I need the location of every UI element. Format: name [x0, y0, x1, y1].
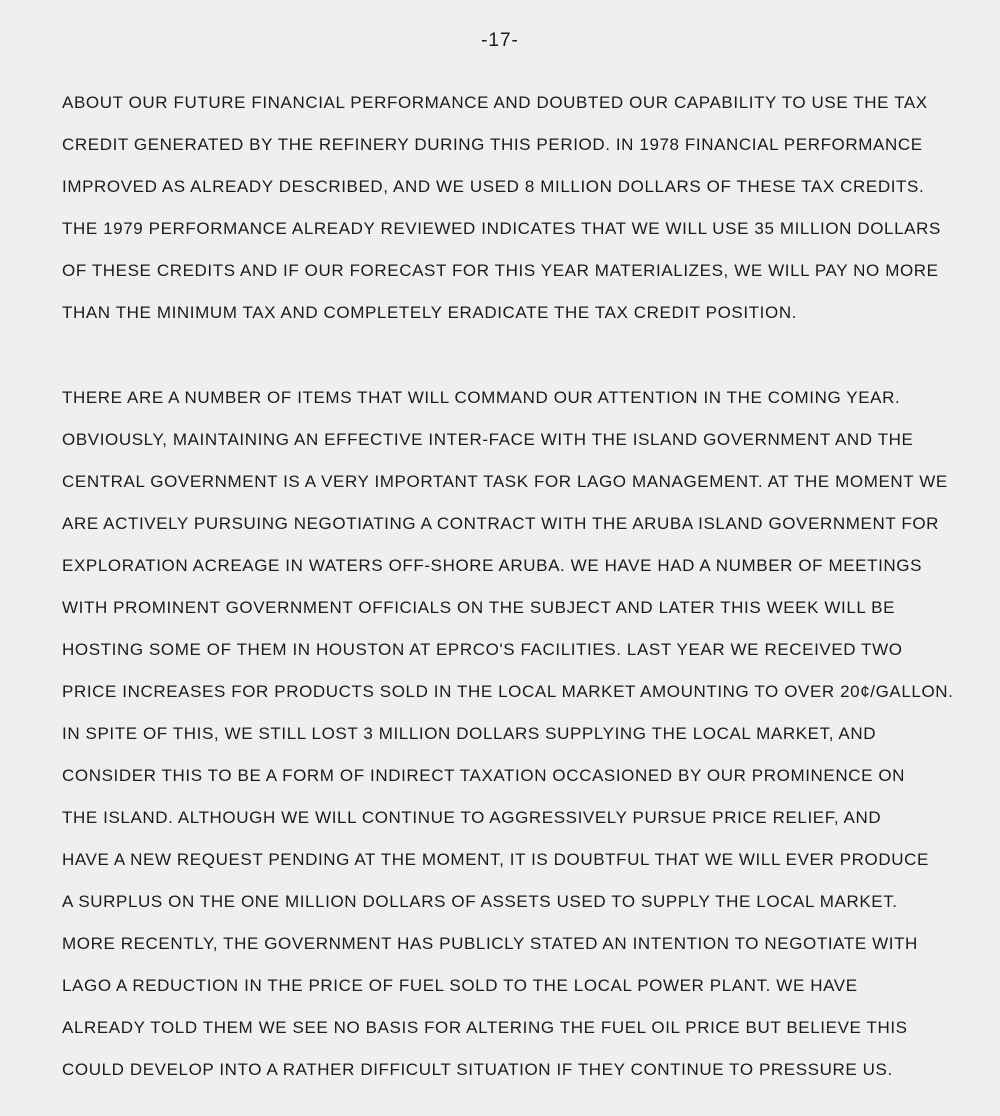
text-line: IMPROVED AS ALREADY DESCRIBED, AND WE USED 8 MILLION DOLLARS OF THESE TAX CREDITS.: [62, 177, 925, 196]
page-number: -17-: [481, 30, 519, 51]
text-line: THERE ARE A NUMBER OF ITEMS THAT WILL COMMAND OUR ATTENTION IN THE COMING YEAR.: [62, 388, 901, 407]
text-line: LAGO A REDUCTION IN THE PRICE OF FUEL SOLD TO THE LOCAL POWER PLANT. WE HAVE: [62, 976, 858, 995]
text-line: A SURPLUS ON THE ONE MILLION DOLLARS OF ASSETS USED TO SUPPLY THE LOCAL MARKET.: [62, 892, 898, 911]
text-line: ABOUT OUR FUTURE FINANCIAL PERFORMANCE AND DOUBTED OUR CAPABILITY TO USE THE TAX: [62, 93, 928, 112]
text-line: MORE RECENTLY, THE GOVERNMENT HAS PUBLICLY STATED AN INTENTION TO NEGOTIATE WITH: [62, 934, 918, 953]
text-line: THE ISLAND. ALTHOUGH WE WILL CONTINUE TO AGGRESSIVELY PURSUE PRICE RELIEF, AND: [62, 808, 882, 827]
text-line: OF THESE CREDITS AND IF OUR FORECAST FOR THIS YEAR MATERIALIZES, WE WILL PAY NO MORE: [62, 261, 939, 280]
text-line: PRICE INCREASES FOR PRODUCTS SOLD IN THE LOCAL MARKET AMOUNTING TO OVER 20¢/GALLON.: [62, 682, 954, 701]
text-line: HAVE A NEW REQUEST PENDING AT THE MOMENT, IT IS DOUBTFUL THAT WE WILL EVER PRODUCE: [62, 850, 929, 869]
text-line: HOSTING SOME OF THEM IN HOUSTON AT EPRCO'S FACILITIES. LAST YEAR WE RECEIVED TWO: [62, 640, 903, 659]
text-line: CREDIT GENERATED BY THE REFINERY DURING THIS PERIOD. IN 1978 FINANCIAL PERFORMANCE: [62, 135, 923, 154]
text-line: THAN THE MINIMUM TAX AND COMPLETELY ERADICATE THE TAX CREDIT POSITION.: [62, 303, 798, 322]
text-line: EXPLORATION ACREAGE IN WATERS OFF-SHORE ARUBA. WE HAVE HAD A NUMBER OF MEETINGS: [62, 556, 923, 575]
text-line: COULD DEVELOP INTO A RATHER DIFFICULT SITUATION IF THEY CONTINUE TO PRESSURE US.: [62, 1060, 893, 1079]
text-line: OBVIOUSLY, MAINTAINING AN EFFECTIVE INTER-FACE WITH THE ISLAND GOVERNMENT AND THE: [62, 430, 914, 449]
text-line: ALREADY TOLD THEM WE SEE NO BASIS FOR ALTERING THE FUEL OIL PRICE BUT BELIEVE THIS: [62, 1018, 908, 1037]
text-line: CENTRAL GOVERNMENT IS A VERY IMPORTANT TASK FOR LAGO MANAGEMENT. AT THE MOMENT WE: [62, 472, 948, 491]
text-line: CONSIDER THIS TO BE A FORM OF INDIRECT TAXATION OCCASIONED BY OUR PROMINENCE ON: [62, 766, 906, 785]
text-line: ARE ACTIVELY PURSUING NEGOTIATING A CONTRACT WITH THE ARUBA ISLAND GOVERNMENT FOR: [62, 514, 940, 533]
text-line: IN SPITE OF THIS, WE STILL LOST 3 MILLION DOLLARS SUPPLYING THE LOCAL MARKET, AND: [62, 724, 877, 743]
paragraph-tax-credits: [62, 88, 962, 340]
text-line: WITH PROMINENT GOVERNMENT OFFICIALS ON THE SUBJECT AND LATER THIS WEEK WILL BE: [62, 598, 896, 617]
text-line: THE 1979 PERFORMANCE ALREADY REVIEWED INDICATES THAT WE WILL USE 35 MILLION DOLLARS: [62, 219, 941, 238]
paragraph-coming-year: [62, 383, 962, 1097]
